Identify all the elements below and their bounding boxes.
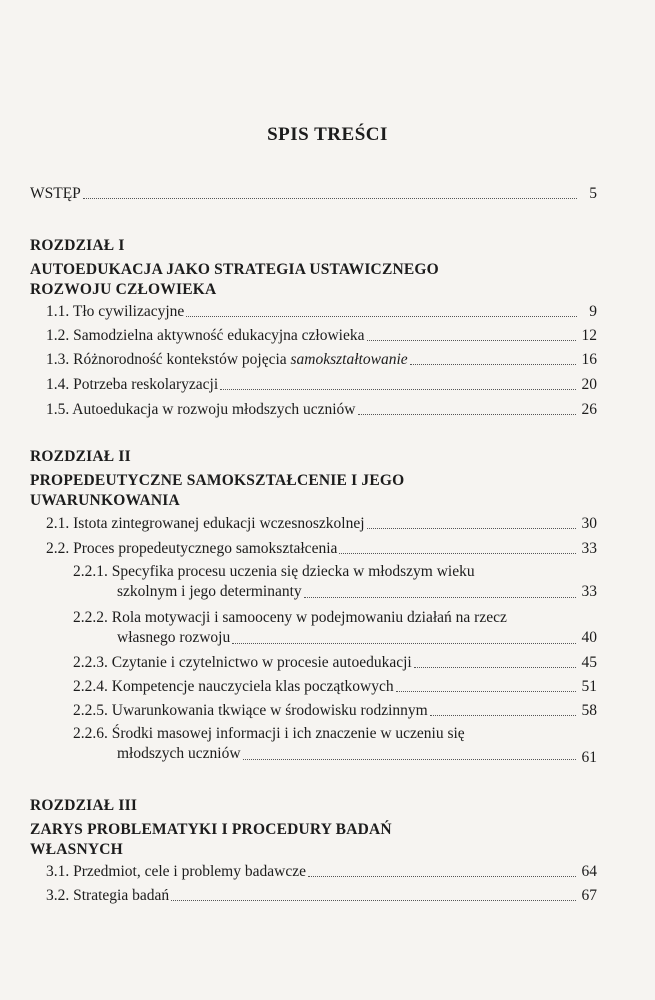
chapter-number: ROZDZIAŁ II: [30, 448, 131, 465]
chapter-title-line1: ZARYS PROBLEMATYKI I PROCEDURY BADAŃ: [30, 821, 392, 838]
toc-entry-label-cont: młodszych uczniów: [117, 745, 241, 762]
chapter-number: ROZDZIAŁ I: [30, 237, 125, 254]
chapter-1-heading: [30, 236, 439, 300]
toc-entry-page: 16: [581, 351, 597, 368]
toc-entry-page: 20: [581, 376, 597, 393]
toc-subentry: [73, 608, 597, 648]
toc-entry-label: 1.3. Różnorodność kontekstów pojęcia samokształtowanie: [46, 351, 408, 368]
leader-dots: [430, 714, 576, 716]
toc-entry-label: 1.1. Tło cywilizacyjne: [46, 303, 185, 320]
toc-subentry: [73, 562, 597, 602]
toc-entry-label-cont: szkolnym i jego determinanty: [117, 583, 302, 600]
toc-entry: [46, 326, 597, 345]
chapter-title-line2: UWARUNKOWANIA: [30, 492, 180, 509]
toc-entry-page: 30: [581, 515, 597, 532]
toc-entry-label: 2.1. Istota zintegrowanej edukacji wczesnoszkolnej: [46, 515, 365, 532]
leader-dots: [367, 527, 576, 529]
leader-dots: [308, 875, 576, 877]
toc-entry-page: 67: [581, 887, 597, 904]
toc-entry-intro: [30, 184, 597, 203]
toc-entry-page: 64: [581, 863, 597, 880]
leader-dots: [414, 666, 576, 668]
toc-entry-page: 58: [581, 702, 597, 719]
leader-dots: [358, 413, 576, 415]
toc-entry-label: 3.1. Przedmiot, cele i problemy badawcze: [46, 863, 306, 880]
chapter-2-heading: [30, 447, 404, 511]
chapter-title-line1: PROPEDEUTYCZNE SAMOKSZTAŁCENIE I JEGO: [30, 472, 405, 489]
toc-entry: [46, 350, 597, 369]
toc-entry: [46, 539, 597, 558]
toc-entry-page: 33: [581, 583, 597, 600]
toc-entry-label: 1.4. Potrzeba reskolaryzacji: [46, 376, 219, 393]
toc-entry-label: 2.2.1. Specyfika procesu uczenia się dziecka w młodszym wieku: [73, 563, 475, 580]
toc-entry-label: 2.2.6. Środki masowej informacji i ich znaczenie w uczeniu się: [73, 725, 465, 742]
leader-dots: [304, 596, 576, 598]
leader-dots: [396, 690, 576, 692]
toc-entry-label: WSTĘP: [30, 185, 81, 202]
leader-dots: [186, 315, 577, 317]
leader-dots: [410, 363, 576, 365]
toc-entry-page: 40: [581, 629, 597, 646]
toc-entry-label: 1.5. Autoedukacja w rozwoju młodszych uczniów: [46, 401, 356, 418]
toc-entry: [46, 886, 597, 905]
leader-dots: [339, 552, 575, 554]
toc-subentry: [73, 724, 597, 764]
leader-dots: [83, 197, 577, 199]
toc-entry: [46, 302, 597, 321]
toc-entry: [46, 514, 597, 533]
leader-dots: [220, 388, 575, 390]
toc-entry-page: 45: [581, 654, 597, 671]
page-title: SPIS TREŚCI: [267, 124, 388, 145]
chapter-number: ROZDZIAŁ III: [30, 797, 138, 814]
toc-entry-label: 2.2. Proces propedeutycznego samokształcenia: [46, 540, 338, 557]
toc-entry-page: 51: [581, 678, 597, 695]
leader-dots: [367, 339, 576, 341]
toc-entry-page: 5: [589, 185, 597, 202]
emphasis-term: samokształtowanie: [290, 351, 408, 368]
toc-subentry: [73, 701, 597, 720]
toc-entry: [46, 375, 597, 394]
leader-dots: [232, 642, 575, 644]
toc-entry-label: 1.2. Samodzielna aktywność edukacyjna człowieka: [46, 327, 365, 344]
toc-entry-label: 2.2.2. Rola motywacji i samooceny w podejmowaniu działań na rzecz: [73, 609, 507, 626]
chapter-title-line2: WŁASNYCH: [30, 841, 123, 858]
toc-entry-page: 33: [581, 540, 597, 557]
toc-entry-label: 2.2.3. Czytanie i czytelnictwo w procesie autoedukacji: [73, 654, 412, 671]
toc-entry-page: 26: [581, 401, 597, 418]
toc-entry-label: 3.2. Strategia badań: [46, 887, 170, 904]
chapter-3-heading: [30, 796, 392, 860]
toc-subentry: [73, 677, 597, 696]
toc-entry-page: 61: [581, 749, 597, 766]
toc-entry-label-cont: własnego rozwoju: [117, 629, 231, 646]
toc-entry: [46, 400, 597, 419]
leader-dots: [243, 758, 576, 760]
toc-entry-label: 2.2.4. Kompetencje nauczyciela klas początkowych: [73, 678, 394, 695]
toc-entry: [46, 862, 597, 881]
chapter-title-line2: ROZWOJU CZŁOWIEKA: [30, 281, 217, 298]
toc-entry-page: 12: [581, 327, 597, 344]
toc-entry-label: 2.2.5. Uwarunkowania tkwiące w środowisku rodzinnym: [73, 702, 428, 719]
leader-dots: [171, 899, 575, 901]
chapter-title-line1: AUTOEDUKACJA JAKO STRATEGIA USTAWICZNEGO: [30, 261, 439, 278]
toc-subentry: [73, 653, 597, 672]
toc-entry-page: 9: [589, 303, 597, 320]
